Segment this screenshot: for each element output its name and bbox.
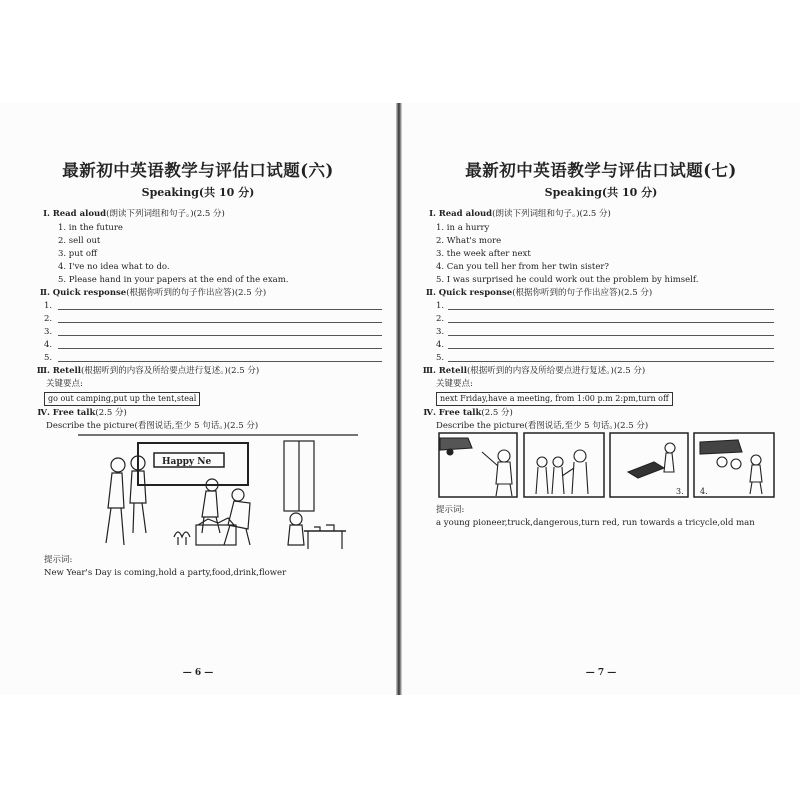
hint-label: 提示词:: [44, 555, 73, 565]
answer-line[interactable]: [448, 335, 774, 336]
list-item: 5. I was surprised he could work out the problem by himself.: [436, 275, 699, 285]
free-talk-heading: Ⅳ. Free talk(2.5 分): [423, 408, 513, 418]
answer-number: 2.: [436, 314, 445, 324]
person: [553, 457, 563, 467]
read-aloud-heading: Ⅰ. Read aloud(朗读下列词组和句子。)(2.5 分): [429, 209, 611, 219]
retell-heading: Ⅲ. Retell(根据听到的内容及所给要点进行复述。)(2.5 分): [422, 366, 646, 376]
answer-number: 5.: [436, 353, 445, 363]
person: [498, 450, 510, 462]
banner-text: Happy Ne: [162, 457, 212, 467]
list-item: 1. in the future: [58, 223, 123, 233]
list-item: 2. sell out: [58, 236, 101, 246]
person: [232, 489, 244, 501]
answer-number: 4.: [44, 340, 53, 350]
answer-number: 4.: [436, 340, 445, 350]
page-title: 最新初中英语教学与评估口试题(七): [465, 161, 737, 180]
person: [751, 455, 761, 465]
answer-line[interactable]: [58, 322, 382, 323]
classroom-party-illustration: [78, 433, 358, 551]
answer-number: 3.: [44, 327, 53, 337]
list-item: 2. What's more: [436, 236, 502, 246]
section-subtitle: Speaking(共 10 分): [141, 186, 255, 199]
answer-line[interactable]: [448, 309, 774, 310]
truck: [440, 438, 472, 450]
flower-icon: [174, 532, 190, 545]
quick-response-heading: Ⅱ. Quick response(根据你听到的句子作出应答)(2.5 分): [39, 288, 267, 298]
list-item: 3. put off: [58, 249, 98, 259]
answer-number: 1.: [44, 301, 53, 311]
page-right: [402, 103, 800, 695]
tricycle-wheel: [717, 457, 727, 467]
key-points-label: 关键要点:: [436, 379, 473, 389]
section-subtitle: Speaking(共 10 分): [544, 186, 658, 199]
answer-line[interactable]: [58, 335, 382, 336]
hint-words: New Year's Day is coming,hold a party,food,drink,flower: [44, 568, 287, 578]
answer-number: 5.: [44, 353, 53, 363]
answer-line[interactable]: [58, 348, 382, 349]
hint-words: a young pioneer,truck,dangerous,turn red, run towards a tricycle,old man: [436, 518, 755, 528]
answer-number: 1.: [436, 301, 445, 311]
panel-label: 3.: [676, 487, 684, 496]
hint-label: 提示词:: [436, 505, 465, 515]
key-points-box: next Friday,have a meeting, from 1:00 p.m 2:pm,turn off: [436, 392, 673, 406]
answer-line[interactable]: [448, 348, 774, 349]
list-item: 1. in a hurry: [436, 223, 490, 233]
person: [574, 450, 586, 462]
describe-instruction: Describe the picture(看图说话,至少 5 句话。)(2.5 分): [46, 421, 259, 431]
list-item: 3. the week after next: [436, 249, 531, 259]
answer-line[interactable]: [58, 309, 382, 310]
key-points-label: 关键要点:: [46, 379, 83, 389]
answer-number: 2.: [44, 314, 53, 324]
answer-line[interactable]: [448, 322, 774, 323]
list-item: 4. Can you tell her from her twin sister?: [436, 262, 609, 272]
list-item: 5. Please hand in your papers at the end of the exam.: [58, 275, 289, 285]
page-left: [0, 103, 396, 695]
basket: [196, 525, 236, 545]
person: [537, 457, 547, 467]
key-points-box: go out camping,put up the tent,steal: [44, 392, 200, 406]
panel-label: 4.: [700, 487, 708, 496]
page-title: 最新初中英语教学与评估口试题(六): [62, 161, 334, 180]
list-item: 4. I've no idea what to do.: [58, 262, 170, 272]
picture-story-panels: [438, 432, 776, 498]
page-number: — 7 —: [585, 668, 617, 678]
answer-number: 3.: [436, 327, 445, 337]
person: [290, 513, 302, 525]
person: [111, 458, 125, 472]
person: [665, 443, 675, 453]
quick-response-heading: Ⅱ. Quick response(根据你听到的句子作出应答)(2.5 分): [425, 288, 653, 298]
describe-instruction: Describe the picture(看图说话,至少 5 句话。)(2.5 分): [436, 421, 649, 431]
person-running: [628, 462, 664, 478]
answer-line[interactable]: [448, 361, 774, 362]
page-number: — 6 —: [182, 668, 214, 678]
retell-heading: Ⅲ. Retell(根据听到的内容及所给要点进行复述。)(2.5 分): [36, 366, 260, 376]
book-spread: [0, 103, 800, 695]
read-aloud-heading: Ⅰ. Read aloud(朗读下列词组和句子。)(2.5 分): [43, 209, 225, 219]
free-talk-heading: Ⅳ. Free talk(2.5 分): [37, 408, 127, 418]
truck: [700, 440, 742, 454]
answer-line[interactable]: [58, 361, 382, 362]
